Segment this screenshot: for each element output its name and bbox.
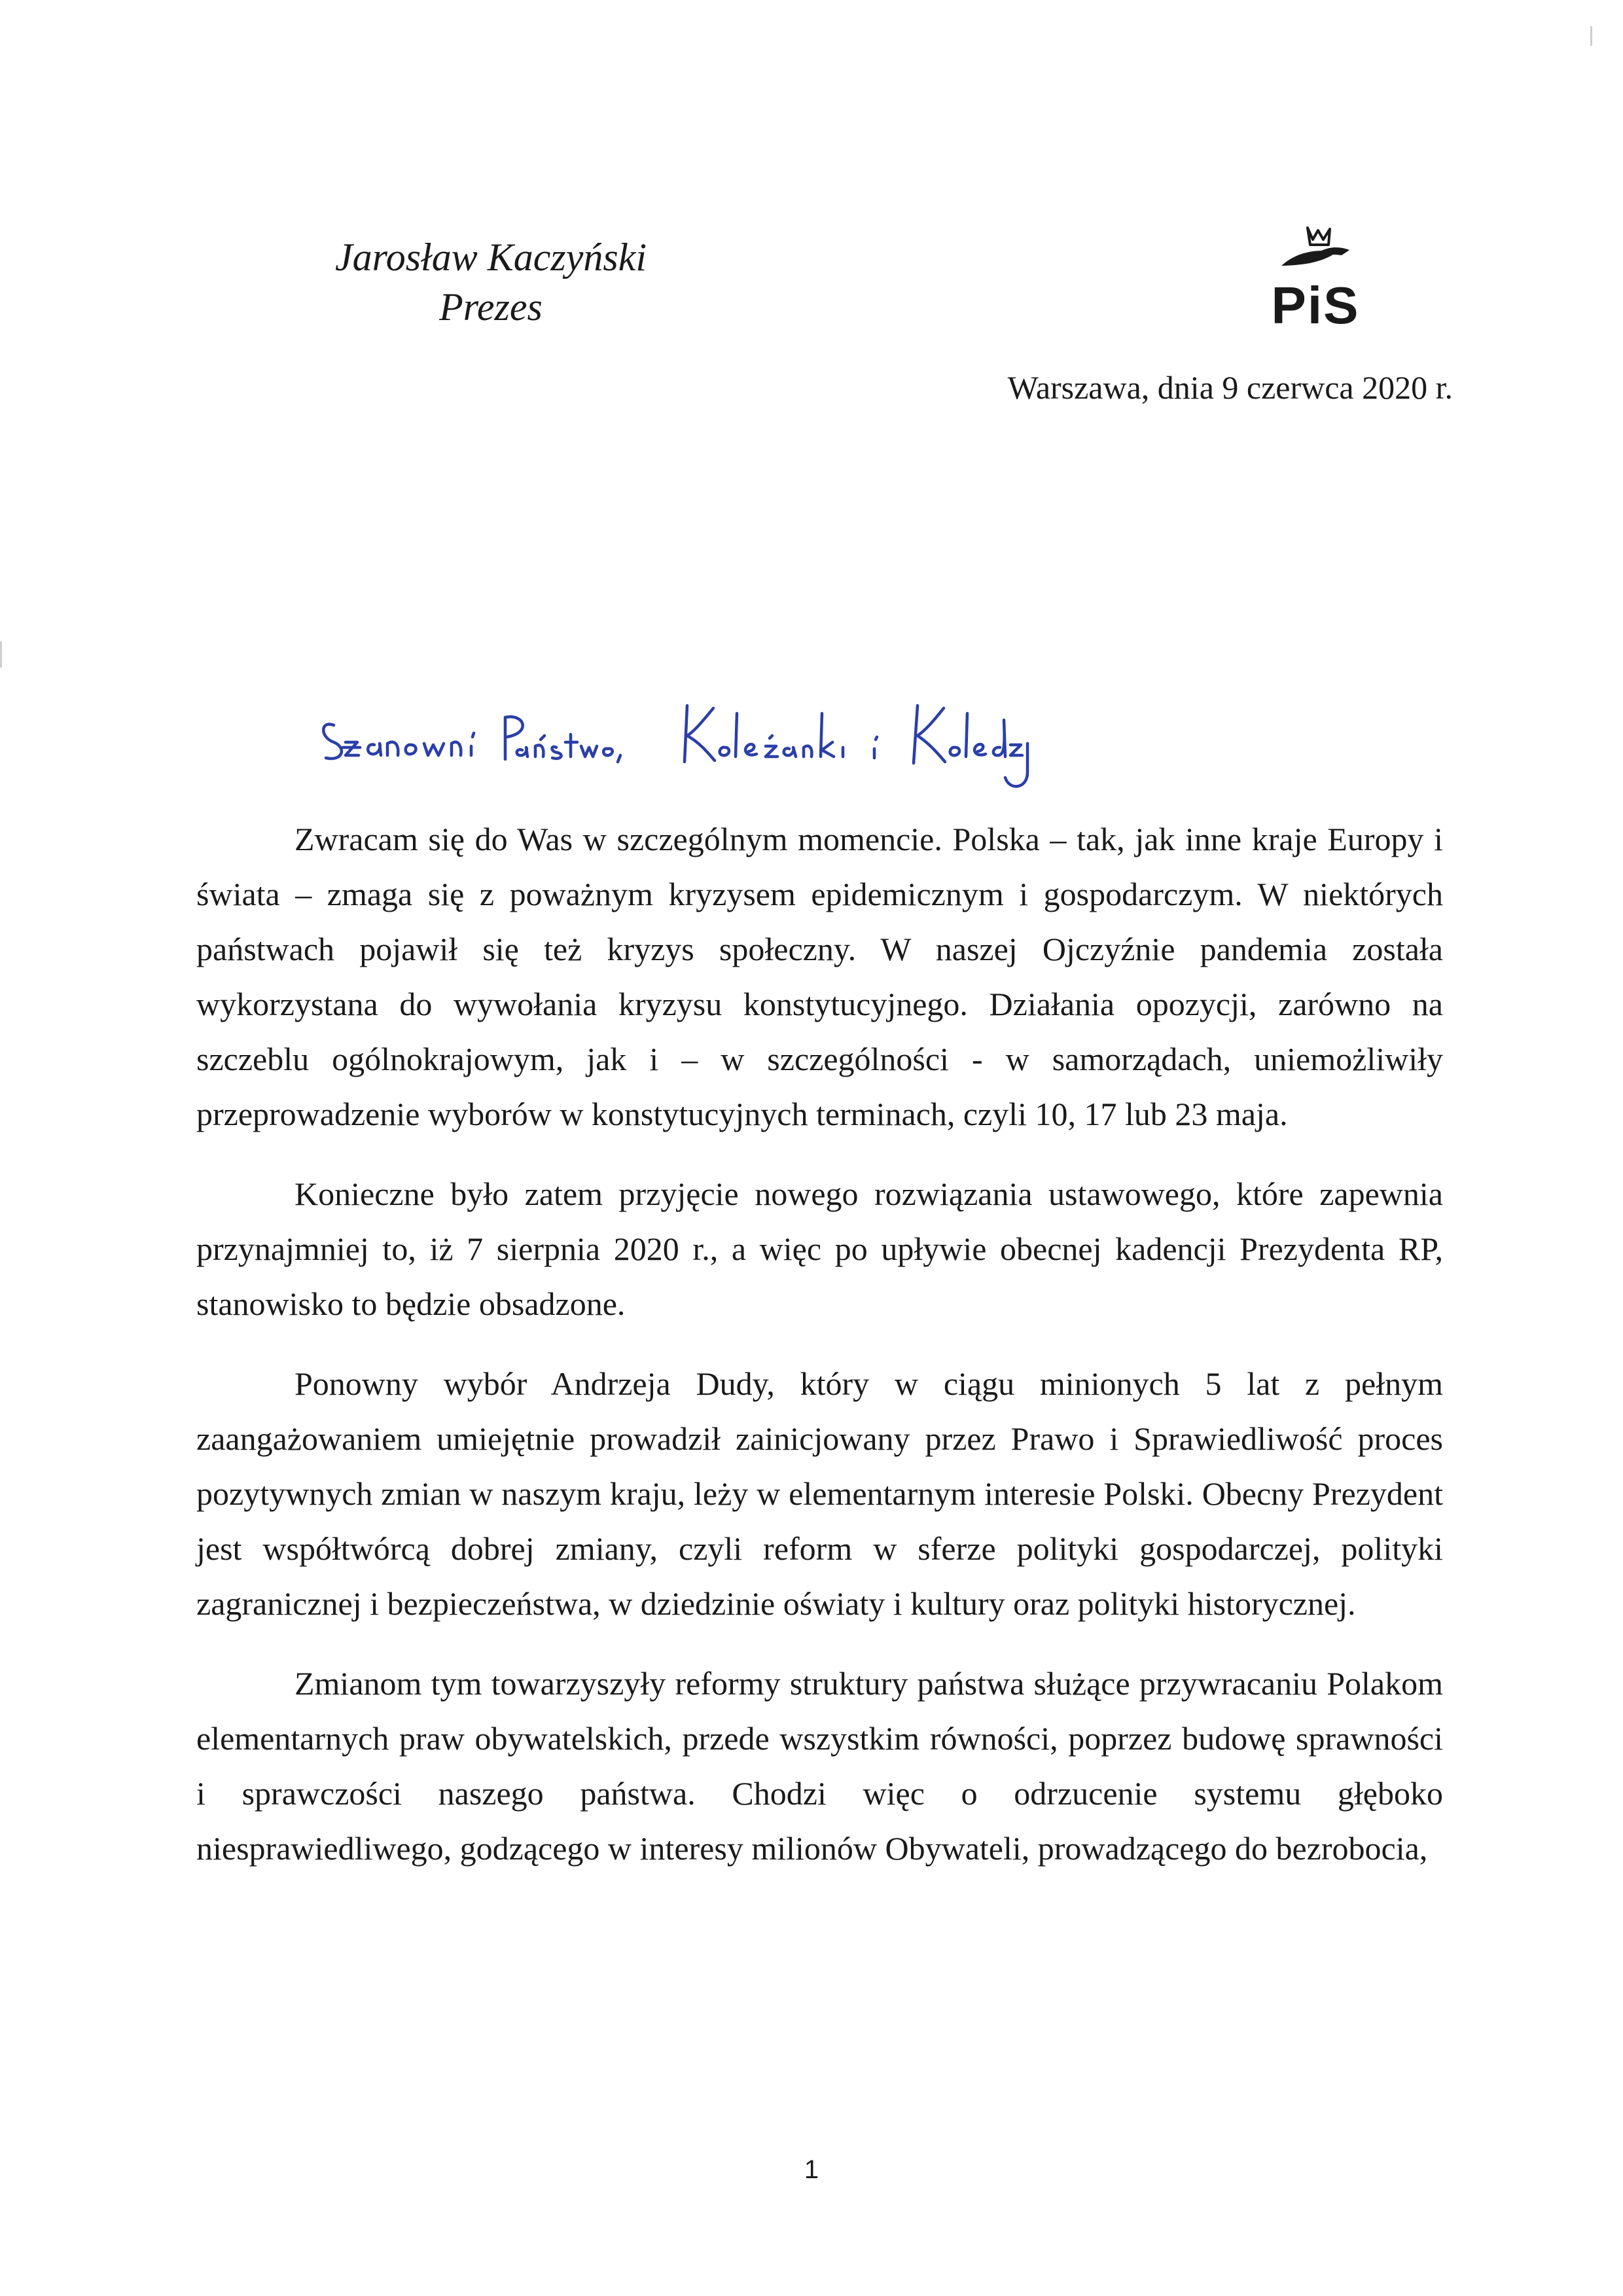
paragraph: Konieczne było zatem przyjęcie nowego rozwiązania ustawowego, które zapewnia przynajmniej to, iż 7 sierpnia 2020 r., a więc po upływie obecnej kadencji Prezydenta RP, stanowisko to będzie obsadzone.	[196, 1175, 1443, 1322]
author-name: Jarosław Kaczyński	[334, 236, 647, 279]
scan-mark	[1590, 26, 1592, 46]
eagle-crown-icon	[1276, 223, 1355, 281]
scan-mark	[0, 641, 2, 668]
handwritten-salutation-drawing	[314, 674, 1034, 805]
handwritten-salutation	[314, 674, 1034, 805]
author-role: Prezes	[439, 285, 543, 329]
paragraph: Ponowny wybór Andrzeja Dudy, który w ciągu minionych 5 lat z pełnym zaangażowaniem umiejętnie prowadził zainicjowany przez Prawo i Sprawiedliwość proces pozytywnych zmian w naszym kraju, leży w elementarnym interesie Polski. Obecny Prezydent jest współtwórcą dobrej zmiany, czyli reform w sferze polityki gospodarczej, polityki zagranicznej i bezpieczeństwa, w dziedzinie oświaty i kultury oraz polityki historycznej.	[196, 1365, 1443, 1622]
letter-body	[196, 812, 1443, 1901]
paragraph: Zwracam się do Was w szczególnym momencie. Polska – tak, jak inne kraje Europy i świata – zmaga się z poważnym kryzysem epidemicznym i gospodarczym. W niektórych państwach pojawił się też kryzys społeczny. W naszej Ojczyźnie pandemia została wykorzystana do wywołania kryzysu konstytucyjnego. Działania opozycji, zarówno na szczeblu ogólnokrajowym, jak i – w szczególności - w samorządach, uniemożliwiły przeprowadzenie wyborów w konstytucyjnych terminach, czyli 10, 17 lub 23 maja.	[196, 821, 1443, 1132]
author-block	[281, 232, 700, 332]
paragraph: Zmianom tym towarzyszyły reformy struktury państwa służące przywracaniu Polakom elementarnych praw obywatelskich, przede wszystkim równości, poprzez budowę sprawności i sprawczości naszego państwa. Chodzi więc o odrzucenie systemu głęboko niesprawiedliwego, godzącego w interesy milionów Obywateli, prowadzącego do bezrobocia,	[196, 1665, 1443, 1867]
party-logo	[1260, 223, 1371, 337]
page-number: 1	[804, 2155, 819, 2184]
logo-text: PiS	[1271, 276, 1360, 334]
date-line: Warszawa, dnia 9 czerwca 2020 r.	[1007, 369, 1453, 406]
